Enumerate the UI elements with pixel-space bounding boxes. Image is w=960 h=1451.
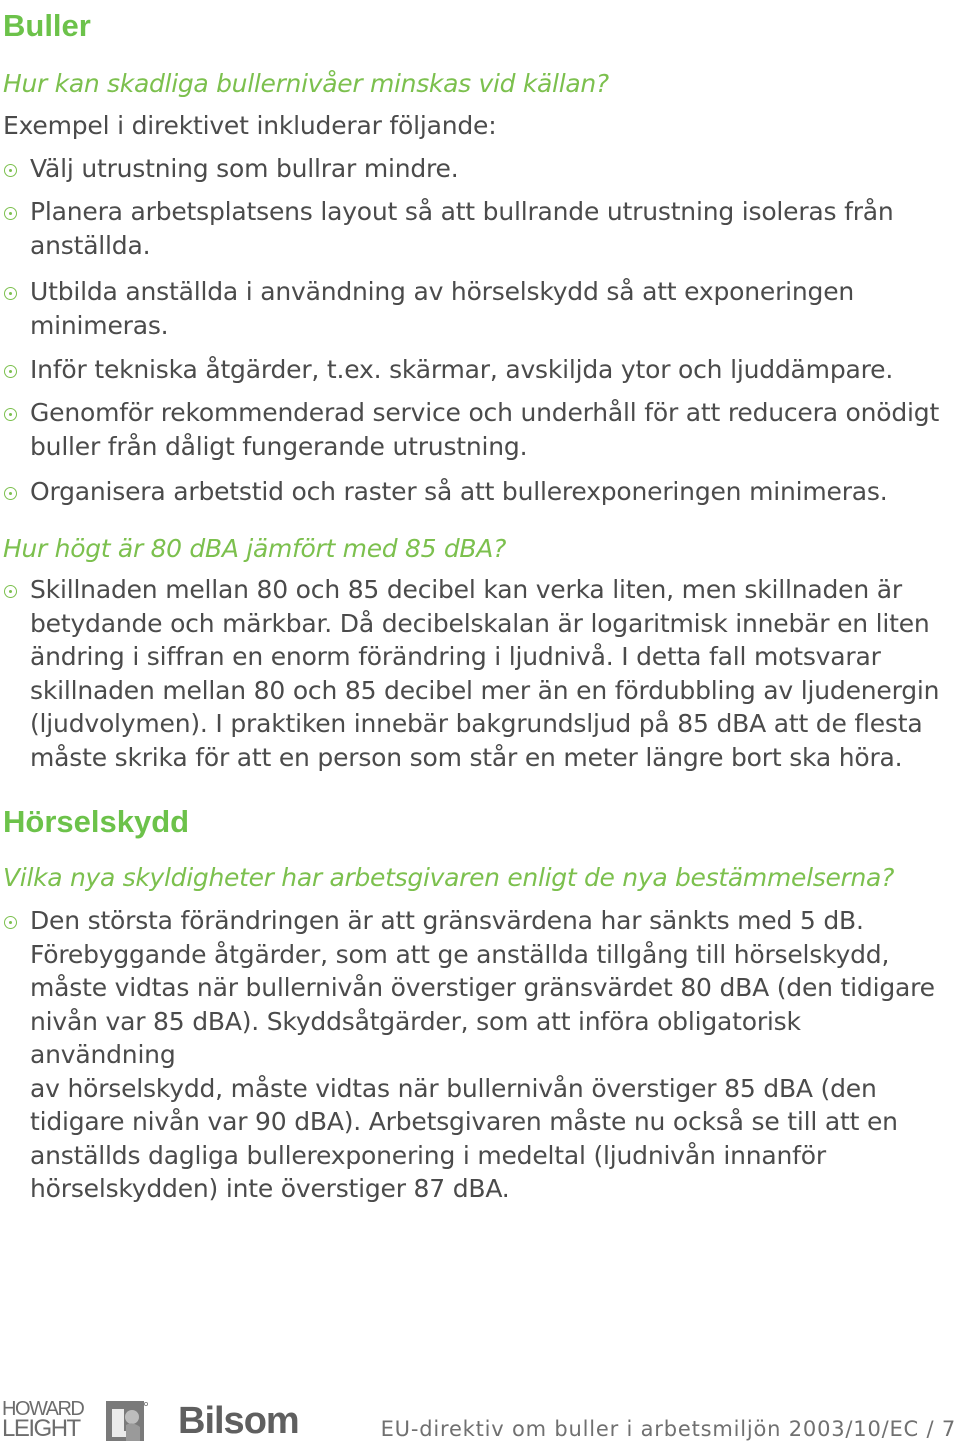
circle-bullet-icon bbox=[4, 916, 17, 929]
bullet-item bbox=[30, 396, 950, 464]
bullet-text: Organisera arbetstid och raster så att bullerexponeringen minimeras. bbox=[30, 477, 888, 506]
heading-buller: Buller bbox=[3, 8, 91, 43]
question-dba-comparison: Hur högt är 80 dBA jämfört med 85 dBA? bbox=[3, 534, 507, 563]
bullet-text: Planera arbetsplatsens layout så att bullrande utrustning isoleras från anställda. bbox=[30, 197, 894, 260]
bilsom-logo: Bilsom bbox=[178, 1400, 299, 1442]
footer-page-info: EU-direktiv om buller i arbetsmiljön 2003/10/EC / 7 bbox=[380, 1417, 956, 1441]
bullet-text: Välj utrustning som bullrar mindre. bbox=[30, 154, 459, 183]
heading-horselskydd: Hörselskydd bbox=[3, 804, 190, 839]
circle-bullet-icon bbox=[4, 408, 17, 421]
bullet-text: Inför tekniska åtgärder, t.ex. skärmar, avskiljda ytor och ljuddämpare. bbox=[30, 355, 894, 384]
circle-bullet-icon bbox=[4, 365, 17, 378]
bullet-item bbox=[30, 152, 950, 186]
circle-bullet-icon bbox=[4, 164, 17, 177]
bullet-item bbox=[30, 573, 950, 774]
bullet-item bbox=[30, 275, 950, 343]
bullet-item bbox=[30, 195, 950, 263]
circle-bullet-icon bbox=[4, 207, 17, 220]
bullet-item bbox=[30, 353, 950, 387]
question-reduce-noise: Hur kan skadliga bullernivåer minskas vid källan? bbox=[3, 69, 609, 98]
circle-bullet-icon bbox=[4, 287, 17, 300]
bullet-item bbox=[30, 475, 950, 509]
howard-leight-emblem-icon bbox=[106, 1401, 148, 1441]
bullet-item bbox=[30, 904, 950, 1206]
bullet-text: Den största förändringen är att gränsvärdena har sänkts med 5 dB. Förebyggande åtgärder, som att ge anställda tillgång till hörselskydd, måste vidtas när bullernivån överstiger gränsvärdet 80 dBA (den tidigare nivån var 85 dBA). Skyddsåtgärder, som att införa obligatorisk användning av hörselskydd, måste vidtas när bullernivån överstiger 85 dBA (den tidigare nivån var 90 dBA). Arbetsgivaren måste nu också se till att en anställds dagliga bullerexponering i medeltal (ljudnivån innanför hörselskydden) inte överstiger 87 dBA. bbox=[30, 906, 935, 1203]
howard-leight-logo bbox=[2, 1399, 152, 1443]
circle-bullet-icon bbox=[4, 585, 17, 598]
question-employer-duties: Vilka nya skyldigheter har arbetsgivaren enligt de nya bestämmelserna? bbox=[3, 863, 895, 892]
howard-logo-line2: LEIGHT bbox=[2, 1415, 80, 1442]
bullet-text: Genomför rekommenderad service och underhåll för att reducera onödigt buller från dåligt fungerande utrustning. bbox=[30, 398, 940, 461]
intro-text: Exempel i direktivet inkluderar följande: bbox=[3, 111, 497, 140]
howard-logo-line1: HOWARD bbox=[2, 1398, 84, 1420]
bullet-text: Utbilda anställda i användning av hörselskydd så att exponeringen minimeras. bbox=[30, 277, 855, 340]
circle-bullet-icon bbox=[4, 487, 17, 500]
bullet-text: Skillnaden mellan 80 och 85 decibel kan verka liten, men skillnaden är betydande och märkbar. Då decibelskalan är logaritmisk innebär en liten ändring i siffran en enorm förändring i ljudnivå. I detta fall motsvarar skillnaden mellan 80 och 85 decibel mer än en fördubbling av ljudenergin (ljudvolymen). I praktiken innebär bakgrundsljud på 85 dBA att de flesta måste skrika för att en person som står en meter längre bort ska höra. bbox=[30, 575, 940, 772]
